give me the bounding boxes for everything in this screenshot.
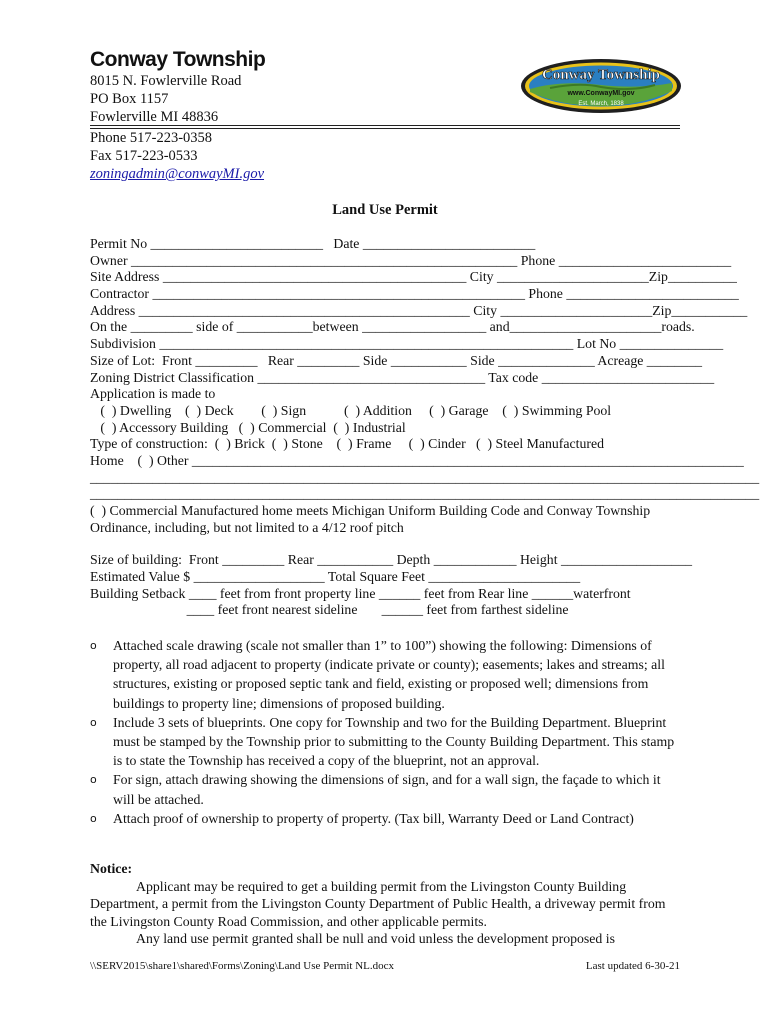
form-line[interactable]: Zoning District Classification _________________________________ Tax code _________________________: [90, 369, 715, 385]
form-blank-line[interactable]: _________________________________________________________________________________________________: [90, 486, 760, 502]
footer-file-path: \\SERV2015\share1\shared\Forms\Zoning\Land Use Permit NL.docx: [90, 960, 395, 972]
form-line[interactable]: Size of building: Front _________ Rear ___________ Depth ____________ Height ___________________: [90, 552, 693, 568]
logo-established-text: Est. March, 1838: [578, 101, 624, 107]
fax-text: Fax 517-223-0533: [90, 148, 198, 164]
form-line[interactable]: Home ( ) Other ________________________________________________________________________________: [90, 452, 744, 468]
address-block: [90, 72, 241, 126]
bullet-marker: o: [90, 811, 97, 825]
form-spacer: [90, 536, 680, 552]
logo-title-text: Conway Township: [542, 67, 660, 83]
footer-last-updated: Last updated 6-30-21: [585, 960, 680, 972]
bullet-marker: o: [90, 715, 97, 729]
notice-title: Notice:: [90, 861, 133, 876]
form-line[interactable]: Estimated Value $ ___________________ Total Square Feet ______________________: [90, 569, 581, 585]
form-checkbox-line[interactable]: ( ) Dwelling ( ) Deck ( ) Sign ( ) Addition ( ) Garage ( ) Swimming Pool: [90, 402, 612, 418]
form-heading: Land Use Permit: [332, 202, 438, 218]
list-item: [90, 809, 680, 828]
header-divider: [90, 125, 680, 126]
form-line[interactable]: Address ________________________________________________ City ______________________Zip___________: [90, 302, 748, 318]
permit-form: [90, 236, 760, 619]
form-blank-line[interactable]: _________________________________________________________________________________________________: [90, 469, 760, 485]
notice-section: [90, 860, 680, 948]
township-logo: [520, 58, 682, 114]
phone-text: Phone 517-223-0358: [90, 130, 213, 146]
form-line: Ordinance, including, but not limited to a 4/12 roof pitch: [90, 519, 404, 535]
logo-website-text: www.ConwayMI.gov: [567, 90, 635, 97]
form-checkbox-line[interactable]: Type of construction: ( ) Brick ( ) Stone ( ) Frame ( ) Cinder ( ) Steel Manufactured: [90, 436, 604, 452]
form-line[interactable]: Owner ________________________________________________________ Phone _________________________: [90, 252, 732, 268]
form-line: Application is made to: [90, 386, 216, 402]
requirements-list: [90, 636, 680, 828]
form-line[interactable]: Permit No _________________________ Date _________________________: [90, 236, 536, 251]
notice-paragraph: Applicant may be required to get a building permit from the Livingston County Building Department, a permit from the Livingston County Department of Public Health, a driveway permit from the Livingston County Road Commission, and other applicable permits.: [90, 878, 666, 929]
form-line[interactable]: ____ feet front nearest sideline ______ feet from farthest sideline: [90, 602, 569, 618]
contact-block: [90, 129, 264, 183]
list-item: [90, 636, 680, 713]
list-item-text: Attach proof of ownership to property of property. (Tax bill, Warranty Deed or Land Contract): [113, 810, 634, 826]
form-checkbox-line[interactable]: ( ) Commercial Manufactured home meets Michigan Uniform Building Code and Conway Township: [90, 503, 651, 518]
form-line[interactable]: Site Address ____________________________________________ City ______________________Zip__________: [90, 269, 737, 285]
township-title: Conway Township: [90, 48, 266, 71]
form-line[interactable]: On the _________ side of ___________between __________________ and______________________roads.: [90, 319, 695, 335]
notice-paragraph: Any land use permit granted shall be null and void unless the development proposed is: [136, 931, 615, 947]
bullet-marker: o: [90, 639, 97, 652]
list-item: [90, 770, 680, 808]
form-line[interactable]: Subdivision ____________________________________________________________ Lot No _______________: [90, 336, 724, 352]
bullet-marker: o: [90, 773, 97, 787]
email-link[interactable]: zoningadmin@conwayMI.gov: [90, 166, 265, 182]
list-item-text: For sign, attach drawing showing the dimensions of sign, and for a wall sign, the façade to which it will be attached.: [113, 772, 661, 807]
form-line[interactable]: Contractor ______________________________________________________ Phone _________________________: [90, 286, 739, 302]
list-item: [90, 713, 680, 771]
address-line: Fowlerville MI 48836: [90, 109, 219, 125]
form-line[interactable]: Building Setback ____ feet from front property line ______ feet from Rear line ______waterfront: [90, 585, 631, 601]
form-checkbox-line[interactable]: ( ) Accessory Building ( ) Commercial ( ) Industrial: [90, 419, 406, 435]
address-line: PO Box 1157: [90, 91, 169, 107]
list-item-text: Attached scale drawing (scale not smaller than 1” to 100”) showing the following: Dimensions of property, all road adjacent to property (indicate private or county); easements; lakes and streams; all structures, existing or proposed septic tank and field, existing or proposed well; dimensions from buildings to property line; dimensions of proposed building.: [113, 638, 665, 711]
address-line: 8015 N. Fowlerville Road: [90, 73, 242, 89]
form-line[interactable]: Size of Lot: Front _________ Rear _________ Side ___________ Side ______________ Acreage ________: [90, 352, 702, 368]
list-item-text: Include 3 sets of blueprints. One copy for Township and two for the Building Department. Blueprint must be stamped by the Township prior to submitting to the County Building Department. This stamp is to state the Township has received a copy of the blueprint, not an approval.: [113, 714, 675, 769]
